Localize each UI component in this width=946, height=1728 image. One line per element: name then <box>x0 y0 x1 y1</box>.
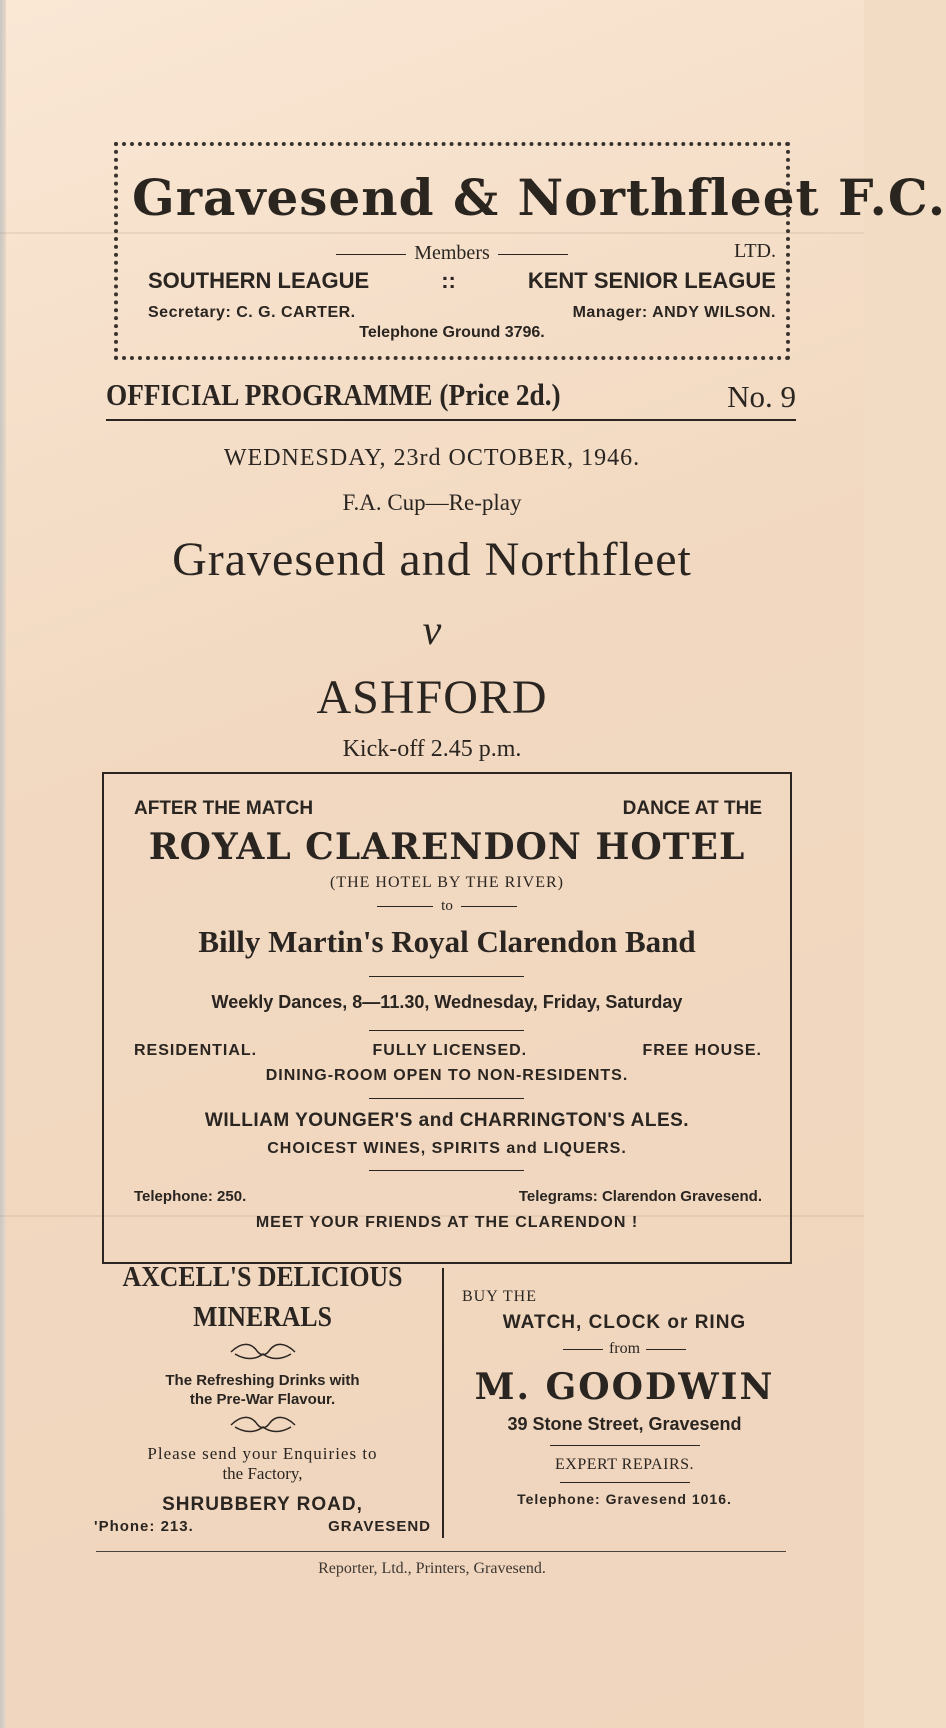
wines: CHOICEST WINES, SPIRITS and LIQUERS. <box>267 1140 627 1157</box>
goodwin-name: M. GOODWIN <box>474 1366 775 1408</box>
band-name: Billy Martin's Royal Clarendon Band <box>198 924 696 959</box>
after-match: AFTER THE MATCH <box>134 798 314 819</box>
club-header <box>114 142 946 360</box>
hotel-name: ROYAL CLARENDON HOTEL <box>148 826 746 868</box>
footer-rule <box>96 1551 786 1552</box>
from-line <box>452 1340 797 1358</box>
to-label: to <box>441 898 453 914</box>
ad-intro-row <box>134 798 762 820</box>
programme-number: No. 9 <box>727 379 796 414</box>
kickoff-time: Kick-off 2.45 p.m. <box>342 736 522 762</box>
programme-row <box>106 375 796 421</box>
to-line <box>104 898 790 915</box>
league-kent: KENT SENIOR LEAGUE <box>527 268 776 293</box>
buy-the: BUY THE <box>462 1288 537 1305</box>
away-team: ASHFORD <box>316 671 548 724</box>
rule <box>498 254 568 255</box>
rule <box>377 906 433 907</box>
members-line <box>118 242 786 265</box>
programme-title: OFFICIAL PROGRAMME (Price 2d.) <box>106 377 561 412</box>
versus: v <box>422 608 442 654</box>
axcell-drinks-2: the Pre-War Flavour. <box>189 1391 336 1408</box>
match-date: WEDNESDAY, 23rd OCTOBER, 1946. <box>223 445 641 471</box>
axcell-enquiries-1: Please send your Enquiries to <box>147 1444 378 1463</box>
axcell-title-1: AXCELL'S DELICIOUS <box>122 1262 403 1293</box>
rule <box>369 1098 524 1099</box>
rule <box>563 1349 603 1350</box>
goodwin-address: 39 Stone Street, Gravesend <box>507 1414 742 1434</box>
rule <box>369 976 524 977</box>
licensed: FULLY LICENSED. <box>372 1042 528 1059</box>
column-divider <box>442 1268 444 1538</box>
axcell-phone: 'Phone: 213. <box>94 1518 194 1535</box>
hotel-features <box>134 1042 762 1060</box>
club-title: Gravesend & Northfleet F.C. <box>132 168 946 227</box>
league-separator: :: <box>441 268 456 293</box>
dance-at: DANCE AT THE <box>622 798 762 819</box>
home-team: Gravesend and Northfleet <box>172 533 692 586</box>
rule <box>336 254 406 255</box>
watch-clock-ring: WATCH, CLOCK or RING <box>502 1312 747 1333</box>
expert-repairs: EXPERT REPAIRS. <box>554 1456 695 1473</box>
from-label: from <box>608 1340 641 1357</box>
officials-line <box>148 304 776 322</box>
flourish-ornament <box>90 1340 435 1367</box>
rule <box>560 1482 690 1483</box>
axcell-contact <box>90 1518 435 1535</box>
members-label: Members <box>414 242 490 264</box>
rule <box>550 1445 700 1446</box>
manager: Manager: ANDY WILSON. <box>572 304 776 321</box>
axcell-title-2: MINERALS <box>193 1302 332 1333</box>
axcell-enquiries-2: the Factory, <box>222 1464 303 1483</box>
rule <box>646 1349 686 1350</box>
dining-room: DINING-ROOM OPEN TO NON-RESIDENTS. <box>265 1067 629 1084</box>
telegrams: Telegrams: Clarendon Gravesend. <box>518 1188 762 1205</box>
axcell-advert <box>90 1262 435 1535</box>
ales: WILLIAM YOUNGER'S and CHARRINGTON'S ALES. <box>204 1110 690 1131</box>
hotel-telephone: Telephone: 250. <box>134 1188 247 1205</box>
flourish-icon <box>227 1413 299 1435</box>
clarendon-advert <box>102 772 792 1264</box>
secretary: Secretary: C. G. CARTER. <box>148 304 356 321</box>
flourish-icon <box>227 1340 299 1362</box>
axcell-road: SHRUBBERY ROAD, <box>162 1494 363 1515</box>
hotel-tagline: (THE HOTEL BY THE RIVER) <box>329 874 565 891</box>
ground-telephone: Telephone Ground 3796. <box>359 324 545 341</box>
meet-friends: MEET YOUR FRIENDS AT THE CLARENDON ! <box>255 1214 639 1231</box>
free-house: FREE HOUSE. <box>642 1042 762 1059</box>
rule <box>369 1170 524 1171</box>
paper-edge <box>0 0 6 1728</box>
leagues-line <box>148 268 776 294</box>
residential: RESIDENTIAL. <box>134 1042 258 1059</box>
rule <box>461 906 517 907</box>
league-southern: SOUTHERN LEAGUE <box>148 268 370 293</box>
flourish-ornament <box>90 1413 435 1440</box>
printer-credit: Reporter, Ltd., Printers, Gravesend. <box>318 1560 546 1577</box>
weekly-dances: Weekly Dances, 8—11.30, Wednesday, Friday, Saturday <box>211 992 683 1012</box>
goodwin-telephone: Telephone: Gravesend 1016. <box>517 1491 732 1507</box>
competition: F.A. Cup—Re-play <box>342 490 522 515</box>
ltd-label: LTD. <box>733 240 776 262</box>
contact-row <box>134 1188 762 1205</box>
axcell-drinks-1: The Refreshing Drinks with <box>165 1372 360 1389</box>
goodwin-advert <box>452 1288 797 1507</box>
rule <box>369 1030 524 1031</box>
axcell-town: GRAVESEND <box>328 1518 431 1535</box>
